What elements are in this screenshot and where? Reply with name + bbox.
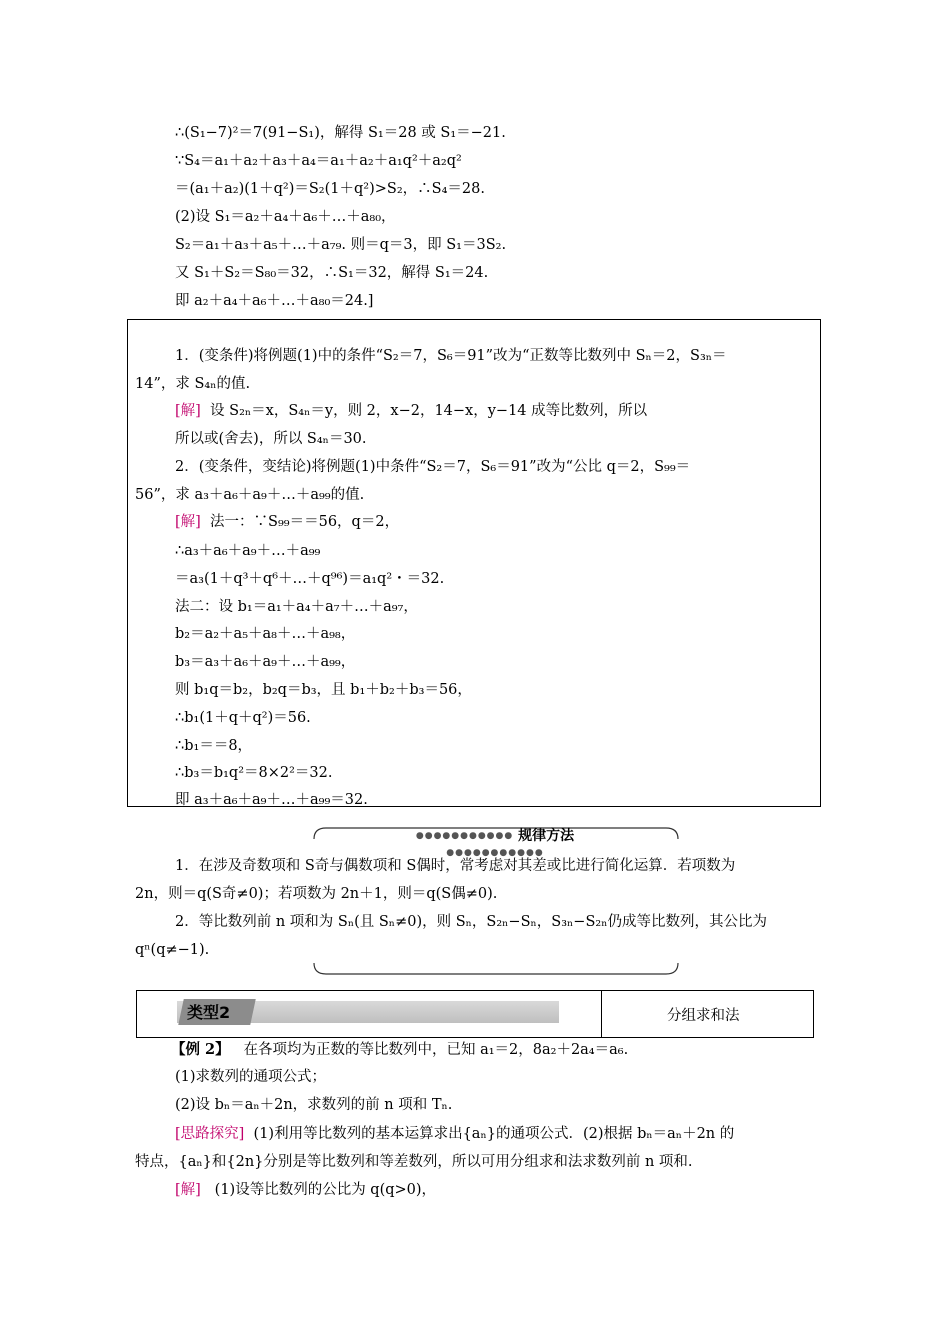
- example-solution: [175, 1180, 436, 1200]
- solution-line: S₂＝a₁＋a₃＋a₅＋…＋a₇₉. 则＝q＝3，即 S₁＝3S₂.: [175, 237, 507, 253]
- variation-2-statement-cont: 56”，求 a₃＋a₆＋a₉＋…＋a₉₉的值.: [135, 487, 365, 503]
- table-divider: [601, 991, 602, 1037]
- method-bottom-bracket: [312, 962, 680, 976]
- type-label: 类型2: [187, 1003, 231, 1022]
- solution-line: ＝a₃(1＋q³＋q⁶＋…＋q⁹⁶)＝a₁q²・＝32.: [175, 571, 445, 587]
- variation-1-solution-cont: 所以或(舍去)，所以 S₄ₙ＝30.: [175, 431, 367, 447]
- solution-line: 即 a₃＋a₆＋a₉＋…＋a₉₉＝32.: [175, 792, 368, 808]
- solution-label: [解]: [175, 514, 201, 530]
- solution-text: 法一：∵S₉₉＝＝56，q＝2，: [210, 514, 400, 530]
- variation-1-statement-cont: 14”，求 S₄ₙ的值.: [135, 376, 251, 392]
- example-question-1: (1)求数列的通项公式；: [175, 1069, 327, 1085]
- dots-decoration-left: ●●●●●●●●●●●: [415, 831, 514, 841]
- type-title: 分组求和法: [667, 1008, 740, 1024]
- solution-label: [解]: [175, 1182, 201, 1198]
- variation-2-statement: 2．(变条件，变结论)将例题(1)中条件“S₂＝7，S₆＝91”改为“公比 q＝2，S₉₉＝: [175, 459, 691, 475]
- think-text: (1)利用等比数列的基本运算求出{aₙ}的通项公式．(2)根据 bₙ＝aₙ＋2n 的: [253, 1126, 735, 1142]
- think-explore-cont: 特点，{aₙ}和{2n}分别是等比数列和等差数列，所以可用分组求和法求数列前 n 项和.: [135, 1154, 693, 1170]
- solution-line: (2)设 S₁＝a₂＋a₄＋a₆＋…＋a₈₀，: [175, 209, 396, 225]
- solution-line: 则 b₁q＝b₂，b₂q＝b₃，且 b₁＋b₂＋b₃＝56，: [175, 682, 472, 698]
- solution-line: ∵S₄＝a₁＋a₂＋a₃＋a₄＝a₁＋a₂＋a₁q²＋a₂q²: [175, 153, 462, 169]
- solution-line: ＝(a₁＋a₂)(1＋q²)＝S₂(1＋q²)>S₂，∴S₄＝28.: [175, 181, 485, 197]
- method-point-2-cont: qⁿ(q≠−1).: [135, 942, 210, 958]
- solution-line: ∴(S₁−7)²＝7(91−S₁)，解得 S₁＝28 或 S₁＝−21.: [175, 125, 506, 141]
- dots-decoration-right: ●●●●●●●●●●●: [446, 848, 544, 858]
- solution-line: ∴b₁(1＋q＋q²)＝56.: [175, 710, 311, 726]
- solution-line: ∴b₁＝＝8，: [175, 738, 253, 754]
- think-explore: [175, 1124, 734, 1144]
- solution-line: b₂＝a₂＋a₅＋a₈＋…＋a₉₈，: [175, 626, 356, 642]
- variation-1-statement: 1．(变条件)将例题(1)中的条件“S₂＝7，S₆＝91”改为“正数等比数列中 Sₙ＝2，S₃ₙ＝: [175, 348, 727, 364]
- think-label: [思路探究]: [175, 1126, 245, 1142]
- solution-line: 又 S₁＋S₂＝S₈₀＝32，∴S₁＝32，解得 S₁＝24.: [175, 265, 489, 281]
- solution-text: (1)设等比数列的公比为 q(q>0)，: [214, 1182, 437, 1198]
- method-heading: [370, 825, 620, 858]
- example-label: 【例 2】: [171, 1041, 230, 1058]
- type-header-table: [136, 990, 814, 1038]
- solution-text: 设 S₂ₙ＝x，S₄ₙ＝y，则 2，x−2，14−x，y−14 成等比数列，所以: [210, 403, 648, 419]
- method-point-2: 2．等比数列前 n 项和为 Sₙ(且 Sₙ≠0)，则 Sₙ，S₂ₙ−Sₙ，S₃ₙ−S₂ₙ仍成等比数列，其公比为: [175, 914, 767, 930]
- example-statement: [171, 1040, 628, 1060]
- method-point-1-cont: 2n，则＝q(S奇≠0)；若项数为 2n＋1，则＝q(S偶≠0).: [135, 886, 498, 902]
- solution-line: 法二：设 b₁＝a₁＋a₄＋a₇＋…＋a₉₇，: [175, 599, 418, 615]
- solution-line: b₃＝a₃＋a₆＋a₉＋…＋a₉₉，: [175, 654, 356, 670]
- example-question-2: (2)设 bₙ＝aₙ＋2n，求数列的前 n 项和 Tₙ.: [175, 1097, 453, 1113]
- solution-line: ∴a₃＋a₆＋a₉＋…＋a₉₉: [175, 543, 321, 559]
- method-title: 规律方法: [518, 828, 575, 844]
- solution-label: [解]: [175, 403, 201, 419]
- example-text: 在各项均为正数的等比数列中，已知 a₁＝2，8a₂＋2a₄＝a₆.: [243, 1042, 629, 1058]
- variation-2-solution: [175, 512, 399, 532]
- variation-1-solution: [175, 401, 647, 421]
- method-point-1: 1．在涉及奇数项和 S奇与偶数项和 S偶时，常考虑对其差或比进行简化运算．若项数为: [175, 858, 736, 874]
- solution-line: ∴b₃＝b₁q²＝8×2²＝32.: [175, 765, 333, 781]
- solution-line: 即 a₂＋a₄＋a₆＋…＋a₈₀＝24.]: [175, 293, 374, 309]
